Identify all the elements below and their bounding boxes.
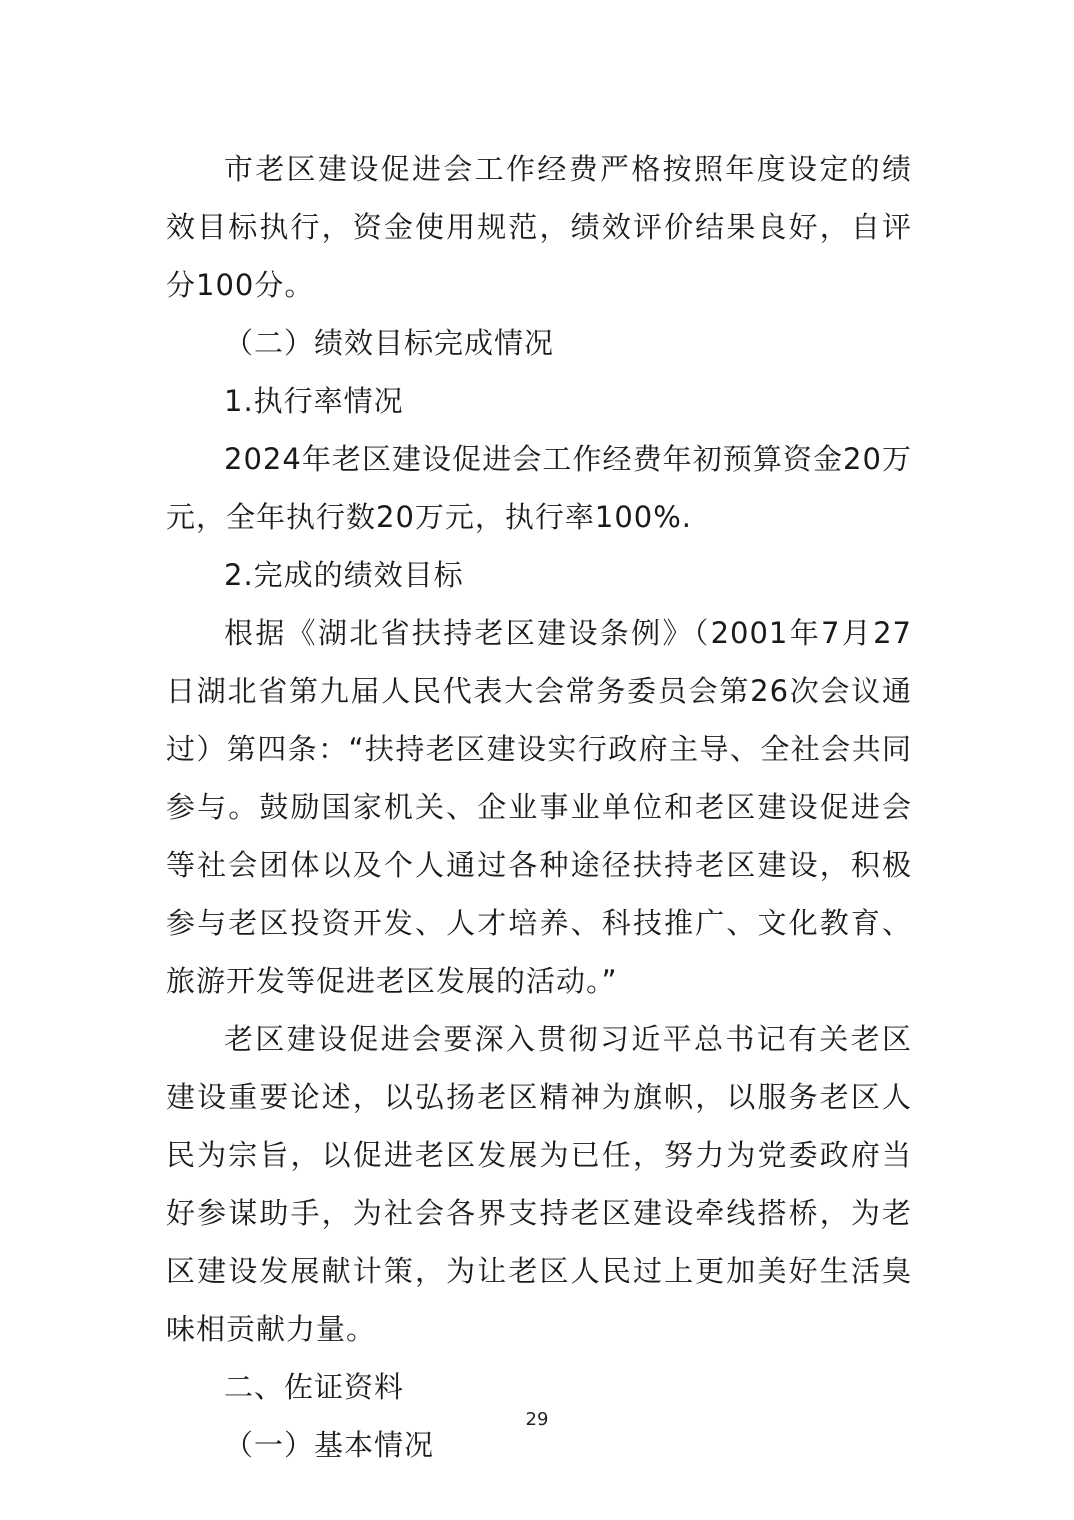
paragraph-self-evaluation: 市老区建设促进会工作经费严格按照年度设定的绩效目标执行，资金使用规范，绩效评价结果良好，自评分100分。: [166, 152, 912, 302]
paragraph-regulation: 根据《湖北省扶持老区建设条例》（2001年7月27日湖北省第九届人民代表大会常务委员会第26次会议通过）第四条：“扶持老区建设实行政府主导、全社会共同参与。鼓励国家机关、企业事业单位和老区建设促进会等社会团体以及个人通过各种途径扶持老区建设，积极参与老区投资开发、人才培养、科技推广、文化教育、旅游开发等促进老区发展的活动。”: [166, 616, 912, 998]
paragraph-mission: 老区建设促进会要深入贯彻习近平总书记有关老区建设重要论述，以弘扬老区精神为旗帜，以服务老区人民为宗旨，以促进老区发展为已任，努力为党委政府当好参谋助手，为社会各界支持老区建设牵线搭桥，为老区建设发展献计策，为让老区人民过上更加美好生活臭味相贡献力量。: [166, 1022, 912, 1346]
document-body: [166, 140, 912, 1474]
heading-basic-info: （一）基本情况: [224, 1428, 435, 1462]
paragraph-execution-rate: 2024年老区建设促进会工作经费年初预算资金20万元，全年执行数20万元，执行率100%.: [166, 442, 912, 534]
heading-evidence: 二、佐证资料: [224, 1370, 405, 1404]
page-number: 29: [525, 1409, 549, 1430]
heading-performance-goals: （二）绩效目标完成情况: [224, 326, 555, 360]
heading-completed-goals: 2.完成的绩效目标: [224, 558, 464, 592]
heading-execution-rate: 1.执行率情况: [224, 384, 404, 418]
